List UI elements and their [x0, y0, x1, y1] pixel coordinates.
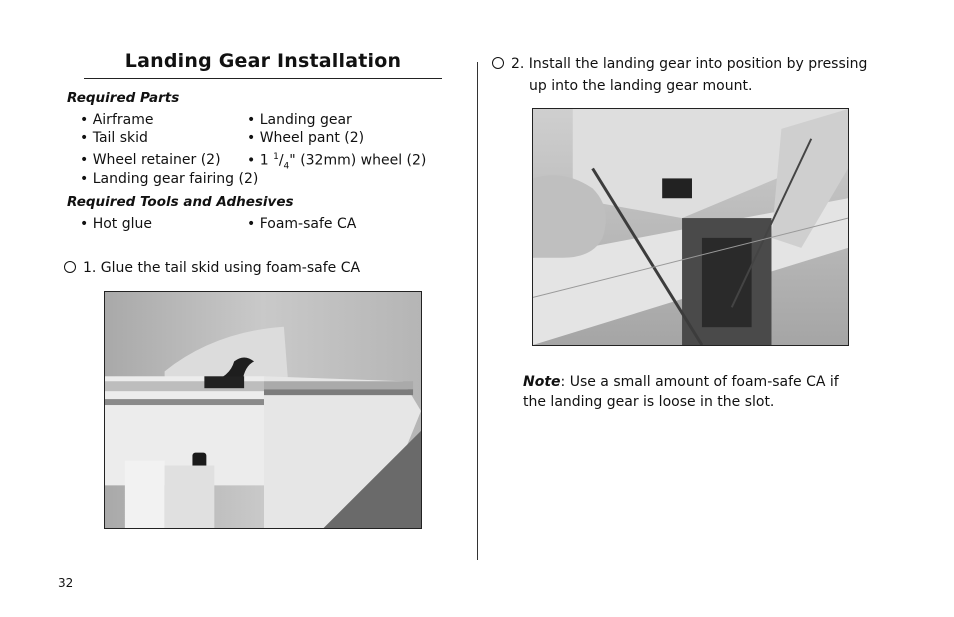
page-number: 32: [58, 576, 74, 590]
part-item: • Landing gear fairing (2): [80, 171, 259, 187]
checkbox-icon[interactable]: [492, 57, 504, 69]
part-item: • Airframe: [80, 112, 154, 128]
column-divider: [477, 62, 478, 560]
part-item: • Wheel retainer (2): [80, 152, 221, 168]
tool-item: • Hot glue: [80, 216, 153, 232]
checkbox-icon[interactable]: [64, 261, 76, 273]
step-1: 1. Glue the tail skid using foam-safe CA: [64, 260, 360, 276]
required-parts-heading: Required Parts: [67, 90, 180, 106]
landing-gear-photo: [532, 108, 849, 346]
part-item: • Landing gear: [247, 112, 352, 128]
tool-item: • Foam-safe CA: [247, 216, 357, 232]
part-item-wheel: • 1 $^1/_4$" (32mm) wheel (2): [247, 152, 427, 172]
title-rule: [84, 78, 442, 79]
step-2-continued: up into the landing gear mount.: [529, 78, 753, 94]
part-item: • Tail skid: [80, 130, 148, 146]
step-2: 2. Install the landing gear into position by pressing: [492, 56, 867, 72]
note-paragraph: Note: Use a small amount of foam-safe CA if the landing gear is loose in the slot.: [523, 374, 839, 410]
part-item: • Wheel pant (2): [247, 130, 365, 146]
section-title: Landing Gear Installation: [124, 50, 402, 72]
note-label: Note: [523, 374, 561, 390]
required-tools-heading: Required Tools and Adhesives: [67, 194, 294, 210]
tail-skid-photo: [104, 291, 422, 529]
